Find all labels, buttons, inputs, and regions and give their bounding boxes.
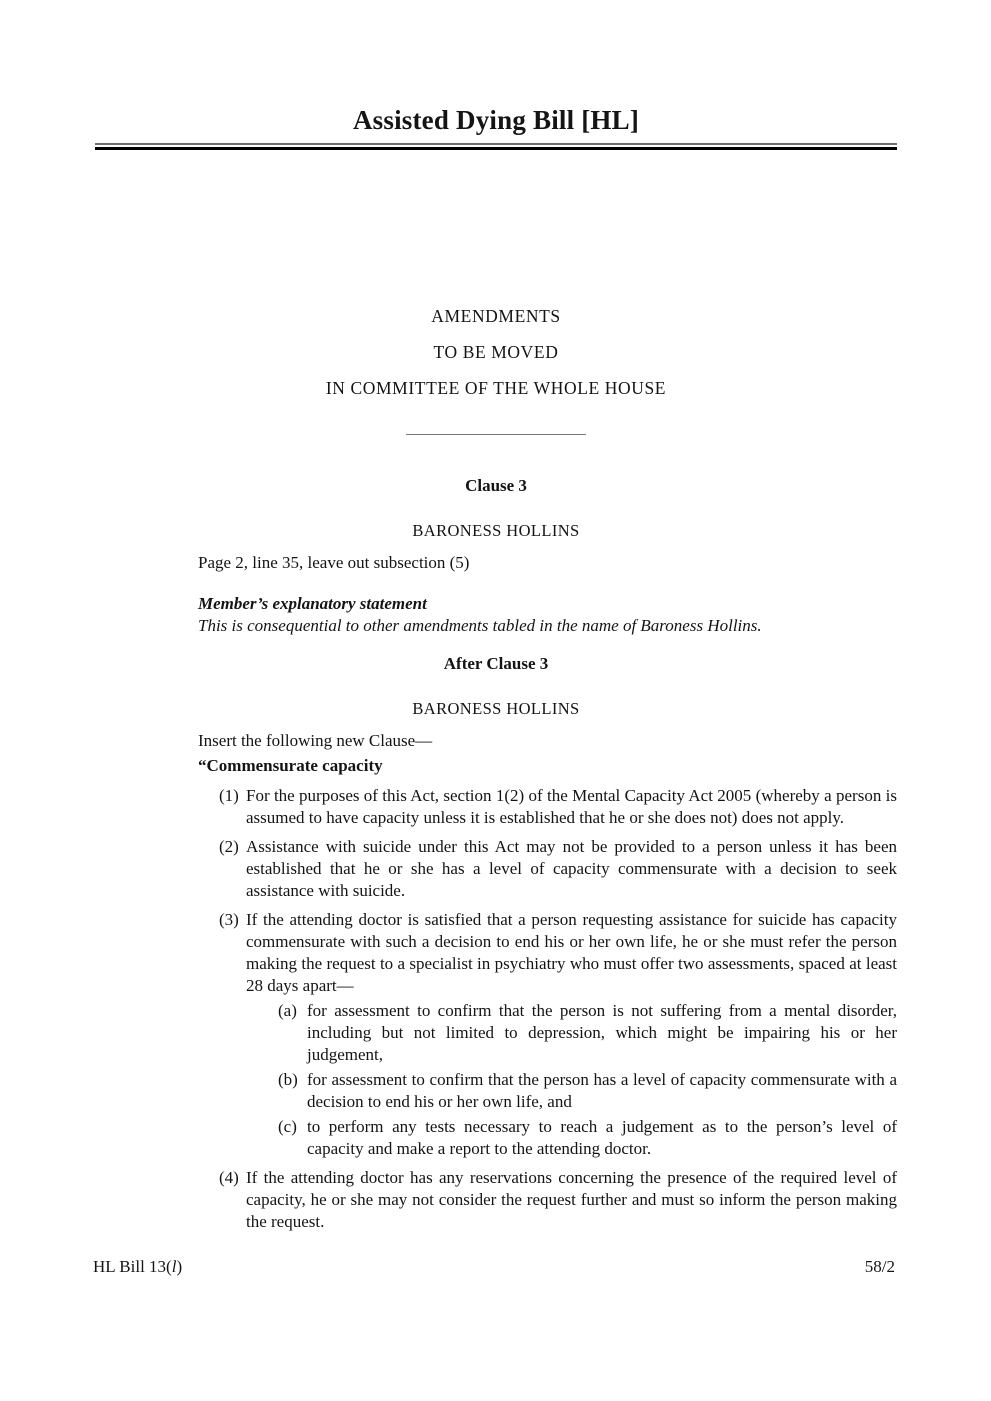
explanatory-statement-label: Member’s explanatory statement (198, 594, 427, 613)
heading-line-amendments: AMENDMENTS (431, 306, 561, 326)
bill-reference-prefix: HL Bill 13( (93, 1257, 172, 1276)
clause-3-section (95, 476, 897, 637)
heading-line-committee: IN COMMITTEE OF THE WHOLE HOUSE (325, 378, 667, 398)
clause-3-sponsor: BARONESS HOLLINS (412, 521, 580, 540)
bill-title: Assisted Dying Bill [HL] (352, 105, 640, 135)
section-divider (406, 434, 586, 435)
explanatory-statement-text: This is consequential to other amendments tabled in the name of Baroness Hollins. (198, 616, 762, 635)
subsection-4-number: (4) (219, 1168, 239, 1187)
bill-reference-letter: l (171, 1257, 177, 1276)
item-b-number: (b) (278, 1070, 298, 1089)
subsection-3 (219, 909, 897, 1160)
item-b (278, 1069, 897, 1113)
bill-reference (93, 1256, 182, 1278)
page-header (95, 104, 897, 150)
subsection-1-text: For the purposes of this Act, section 1(2) of the Mental Capacity Act 2005 (whereby a person is assumed to have capacity unless it is established that he or she does not) does not apply. (246, 786, 897, 827)
header-rule-thick (95, 147, 897, 150)
clause-3-amendment-text: Page 2, line 35, leave out subsection (5) (198, 553, 470, 572)
item-b-text: for assessment to confirm that the person has a level of capacity commensurate with a decision to end his or her own life, and (307, 1070, 897, 1111)
bill-reference-suffix: ) (176, 1257, 183, 1276)
item-a-number: (a) (278, 1001, 297, 1020)
subsection-1 (219, 785, 897, 829)
amendment-reference-number: 58/2 (864, 1257, 895, 1276)
insert-clause-instruction: Insert the following new Clause— (198, 731, 433, 750)
subsection-4-text: If the attending doctor has any reservations concerning the presence of the required level of capacity, he or she may not consider the request further and must so inform the person making the request. (246, 1168, 897, 1231)
subsection-2-number: (2) (219, 837, 239, 856)
item-a (278, 1000, 897, 1066)
subsection-2-text: Assistance with suicide under this Act may not be provided to a person unless it has been established that he or she has a level of capacity commensurate with a decision to seek assistance with suicide. (246, 837, 897, 900)
explanatory-statement (198, 593, 897, 637)
heading-line-to-be-moved: TO BE MOVED (433, 342, 559, 362)
item-c (278, 1116, 897, 1160)
after-clause-3-heading: After Clause 3 (443, 654, 549, 673)
item-c-text: to perform any tests necessary to reach a judgement as to the person’s level of capacity and make a report to the attending doctor. (307, 1117, 897, 1158)
subsection-4 (219, 1167, 897, 1233)
new-clause-title: “Commensurate capacity (198, 756, 383, 775)
page-footer (93, 1256, 895, 1278)
clause-3-heading: Clause 3 (465, 476, 527, 495)
after-clause-3-section (95, 654, 897, 1233)
item-c-number: (c) (278, 1117, 297, 1136)
subsection-3-number: (3) (219, 910, 239, 929)
document-heading (95, 298, 897, 406)
item-a-text: for assessment to confirm that the person is not suffering from a mental disorder, including but not limited to depression, which might be impairing his or her judgement, (307, 1001, 897, 1064)
subsection-2 (219, 836, 897, 902)
after-clause-3-sponsor: BARONESS HOLLINS (412, 699, 580, 718)
subsection-3-text: If the attending doctor is satisfied that a person requesting assistance for suicide has capacity commensurate with such a decision to end his or her own life, he or she must refer the person making the request to a specialist in psychiatry who must offer two assessments, spaced at least 28 days apart— (246, 910, 897, 995)
subsection-3-items (246, 1000, 897, 1160)
header-rule-thin (95, 143, 897, 145)
subsection-1-number: (1) (219, 786, 239, 805)
